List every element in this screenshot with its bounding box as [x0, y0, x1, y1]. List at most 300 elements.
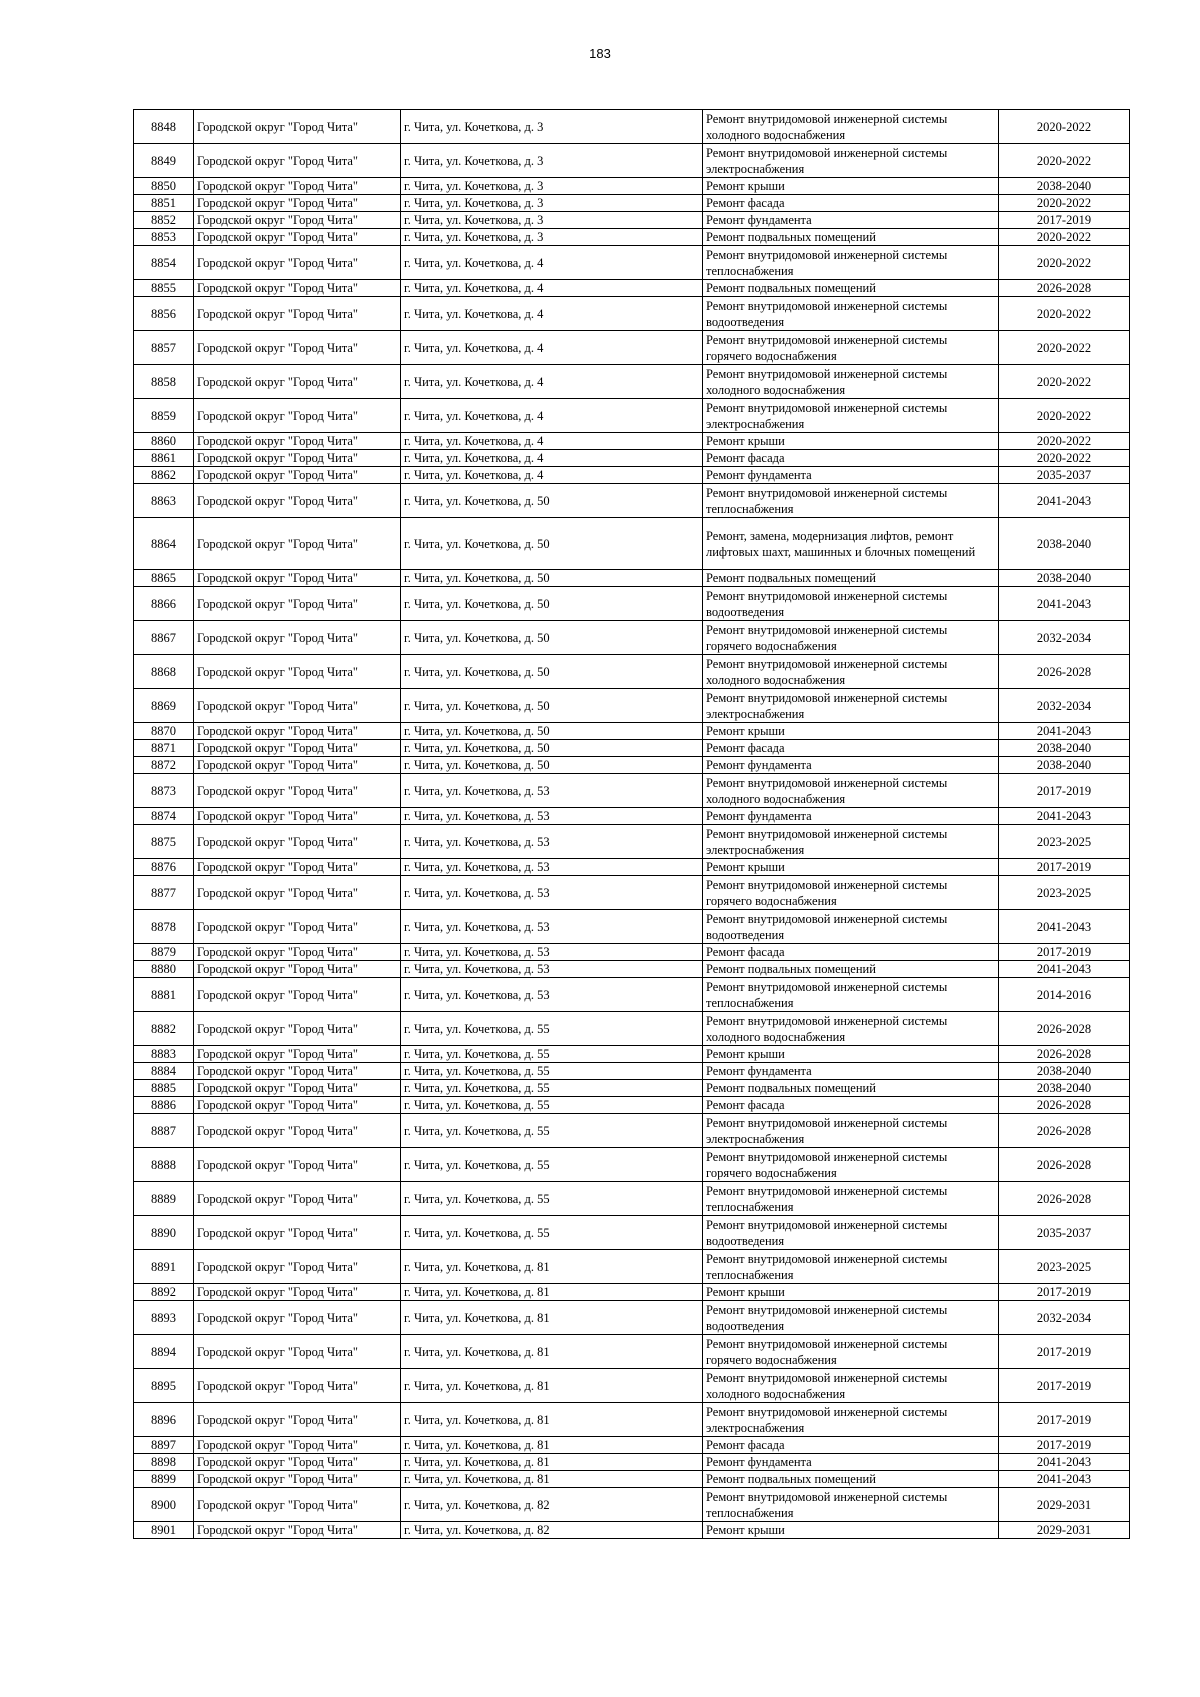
row-number-cell: 8899	[134, 1471, 194, 1488]
work-type-cell: Ремонт крыши	[703, 1046, 999, 1063]
work-type-cell: Ремонт фасада	[703, 195, 999, 212]
table-row	[134, 450, 1130, 467]
period-cell: 2020-2022	[999, 433, 1130, 450]
row-number-cell: 8886	[134, 1097, 194, 1114]
period-cell: 2038-2040	[999, 1063, 1130, 1080]
table-body	[134, 110, 1130, 1539]
address-cell: г. Чита, ул. Кочеткова, д. 82	[401, 1522, 703, 1539]
row-number-cell: 8868	[134, 655, 194, 689]
municipality-cell: Городской округ "Город Чита"	[194, 1063, 401, 1080]
table-row	[134, 1522, 1130, 1539]
row-number-cell: 8855	[134, 280, 194, 297]
work-type-cell: Ремонт фундамента	[703, 757, 999, 774]
table-row	[134, 212, 1130, 229]
municipality-cell: Городской округ "Город Чита"	[194, 246, 401, 280]
work-type-cell: Ремонт внутридомовой инженерной системы водоотведения	[703, 1216, 999, 1250]
work-type-cell: Ремонт фундамента	[703, 1063, 999, 1080]
row-number-cell: 8867	[134, 621, 194, 655]
address-cell: г. Чита, ул. Кочеткова, д. 50	[401, 518, 703, 570]
work-type-cell: Ремонт крыши	[703, 178, 999, 195]
address-cell: г. Чита, ул. Кочеткова, д. 81	[401, 1301, 703, 1335]
municipality-cell: Городской округ "Город Чита"	[194, 518, 401, 570]
table-row	[134, 808, 1130, 825]
table-row	[134, 961, 1130, 978]
row-number-cell: 8871	[134, 740, 194, 757]
table-row	[134, 723, 1130, 740]
row-number-cell: 8848	[134, 110, 194, 144]
row-number-cell: 8878	[134, 910, 194, 944]
address-cell: г. Чита, ул. Кочеткова, д. 50	[401, 689, 703, 723]
period-cell: 2017-2019	[999, 944, 1130, 961]
address-cell: г. Чита, ул. Кочеткова, д. 53	[401, 774, 703, 808]
row-number-cell: 8850	[134, 178, 194, 195]
municipality-cell: Городской округ "Город Чита"	[194, 655, 401, 689]
table-row	[134, 246, 1130, 280]
address-cell: г. Чита, ул. Кочеткова, д. 55	[401, 1063, 703, 1080]
address-cell: г. Чита, ул. Кочеткова, д. 81	[401, 1471, 703, 1488]
address-cell: г. Чита, ул. Кочеткова, д. 3	[401, 212, 703, 229]
municipality-cell: Городской округ "Город Чита"	[194, 1488, 401, 1522]
period-cell: 2041-2043	[999, 961, 1130, 978]
municipality-cell: Городской округ "Город Чита"	[194, 110, 401, 144]
work-type-cell: Ремонт фундамента	[703, 467, 999, 484]
address-cell: г. Чита, ул. Кочеткова, д. 4	[401, 399, 703, 433]
row-number-cell: 8892	[134, 1284, 194, 1301]
row-number-cell: 8865	[134, 570, 194, 587]
row-number-cell: 8875	[134, 825, 194, 859]
table-row	[134, 433, 1130, 450]
address-cell: г. Чита, ул. Кочеткова, д. 3	[401, 178, 703, 195]
address-cell: г. Чита, ул. Кочеткова, д. 3	[401, 195, 703, 212]
work-type-cell: Ремонт подвальных помещений	[703, 1471, 999, 1488]
row-number-cell: 8901	[134, 1522, 194, 1539]
municipality-cell: Городской округ "Город Чита"	[194, 1080, 401, 1097]
period-cell: 2029-2031	[999, 1522, 1130, 1539]
period-cell: 2035-2037	[999, 1216, 1130, 1250]
address-cell: г. Чита, ул. Кочеткова, д. 81	[401, 1250, 703, 1284]
table-row	[134, 1114, 1130, 1148]
work-type-cell: Ремонт внутридомовой инженерной системы горячего водоснабжения	[703, 621, 999, 655]
table-row	[134, 1471, 1130, 1488]
table-row	[134, 757, 1130, 774]
table-row	[134, 655, 1130, 689]
address-cell: г. Чита, ул. Кочеткова, д. 55	[401, 1216, 703, 1250]
address-cell: г. Чита, ул. Кочеткова, д. 82	[401, 1488, 703, 1522]
municipality-cell: Городской округ "Город Чита"	[194, 825, 401, 859]
period-cell: 2041-2043	[999, 1454, 1130, 1471]
row-number-cell: 8870	[134, 723, 194, 740]
address-cell: г. Чита, ул. Кочеткова, д. 55	[401, 1012, 703, 1046]
municipality-cell: Городской округ "Город Чита"	[194, 195, 401, 212]
period-cell: 2038-2040	[999, 178, 1130, 195]
municipality-cell: Городской округ "Город Чита"	[194, 1012, 401, 1046]
row-number-cell: 8890	[134, 1216, 194, 1250]
table-row	[134, 518, 1130, 570]
municipality-cell: Городской округ "Город Чита"	[194, 1216, 401, 1250]
table-row	[134, 1488, 1130, 1522]
address-cell: г. Чита, ул. Кочеткова, д. 4	[401, 365, 703, 399]
work-type-cell: Ремонт внутридомовой инженерной системы электроснабжения	[703, 689, 999, 723]
row-number-cell: 8897	[134, 1437, 194, 1454]
row-number-cell: 8877	[134, 876, 194, 910]
work-type-cell: Ремонт фундамента	[703, 808, 999, 825]
period-cell: 2041-2043	[999, 723, 1130, 740]
row-number-cell: 8879	[134, 944, 194, 961]
table-row	[134, 178, 1130, 195]
work-type-cell: Ремонт внутридомовой инженерной системы электроснабжения	[703, 144, 999, 178]
table-row	[134, 110, 1130, 144]
period-cell: 2026-2028	[999, 280, 1130, 297]
municipality-cell: Городской округ "Город Чита"	[194, 1437, 401, 1454]
work-type-cell: Ремонт внутридомовой инженерной системы электроснабжения	[703, 1403, 999, 1437]
table-row	[134, 1046, 1130, 1063]
address-cell: г. Чита, ул. Кочеткова, д. 53	[401, 825, 703, 859]
municipality-cell: Городской округ "Город Чита"	[194, 467, 401, 484]
row-number-cell: 8866	[134, 587, 194, 621]
period-cell: 2017-2019	[999, 212, 1130, 229]
period-cell: 2026-2028	[999, 1182, 1130, 1216]
address-cell: г. Чита, ул. Кочеткова, д. 4	[401, 433, 703, 450]
municipality-cell: Городской округ "Город Чита"	[194, 740, 401, 757]
row-number-cell: 8883	[134, 1046, 194, 1063]
period-cell: 2026-2028	[999, 655, 1130, 689]
row-number-cell: 8876	[134, 859, 194, 876]
row-number-cell: 8900	[134, 1488, 194, 1522]
period-cell: 2038-2040	[999, 518, 1130, 570]
period-cell: 2017-2019	[999, 1284, 1130, 1301]
address-cell: г. Чита, ул. Кочеткова, д. 55	[401, 1097, 703, 1114]
period-cell: 2041-2043	[999, 587, 1130, 621]
municipality-cell: Городской округ "Город Чита"	[194, 587, 401, 621]
period-cell: 2017-2019	[999, 1335, 1130, 1369]
work-type-cell: Ремонт крыши	[703, 723, 999, 740]
work-type-cell: Ремонт внутридомовой инженерной системы теплоснабжения	[703, 246, 999, 280]
table-row	[134, 587, 1130, 621]
work-type-cell: Ремонт фундамента	[703, 1454, 999, 1471]
work-type-cell: Ремонт внутридомовой инженерной системы холодного водоснабжения	[703, 774, 999, 808]
table-row	[134, 570, 1130, 587]
period-cell: 2038-2040	[999, 1080, 1130, 1097]
address-cell: г. Чита, ул. Кочеткова, д. 53	[401, 944, 703, 961]
municipality-cell: Городской округ "Город Чита"	[194, 1046, 401, 1063]
municipality-cell: Городской округ "Город Чита"	[194, 859, 401, 876]
municipality-cell: Городской округ "Город Чита"	[194, 808, 401, 825]
address-cell: г. Чита, ул. Кочеткова, д. 4	[401, 331, 703, 365]
municipality-cell: Городской округ "Город Чита"	[194, 331, 401, 365]
table-row	[134, 1454, 1130, 1471]
address-cell: г. Чита, ул. Кочеткова, д. 81	[401, 1335, 703, 1369]
row-number-cell: 8856	[134, 297, 194, 331]
address-cell: г. Чита, ул. Кочеткова, д. 50	[401, 621, 703, 655]
municipality-cell: Городской округ "Город Чита"	[194, 757, 401, 774]
table-row	[134, 1063, 1130, 1080]
table-row	[134, 144, 1130, 178]
work-type-cell: Ремонт подвальных помещений	[703, 280, 999, 297]
address-cell: г. Чита, ул. Кочеткова, д. 4	[401, 297, 703, 331]
period-cell: 2032-2034	[999, 621, 1130, 655]
address-cell: г. Чита, ул. Кочеткова, д. 4	[401, 467, 703, 484]
period-cell: 2020-2022	[999, 331, 1130, 365]
municipality-cell: Городской округ "Город Чита"	[194, 1250, 401, 1284]
table-row	[134, 978, 1130, 1012]
period-cell: 2041-2043	[999, 910, 1130, 944]
table-row	[134, 484, 1130, 518]
row-number-cell: 8896	[134, 1403, 194, 1437]
period-cell: 2020-2022	[999, 110, 1130, 144]
work-type-cell: Ремонт подвальных помещений	[703, 570, 999, 587]
table-row	[134, 399, 1130, 433]
period-cell: 2026-2028	[999, 1148, 1130, 1182]
period-cell: 2020-2022	[999, 144, 1130, 178]
row-number-cell: 8869	[134, 689, 194, 723]
work-type-cell: Ремонт внутридомовой инженерной системы водоотведения	[703, 1301, 999, 1335]
period-cell: 2038-2040	[999, 757, 1130, 774]
address-cell: г. Чита, ул. Кочеткова, д. 50	[401, 655, 703, 689]
table-row	[134, 1284, 1130, 1301]
address-cell: г. Чита, ул. Кочеткова, д. 3	[401, 144, 703, 178]
period-cell: 2026-2028	[999, 1012, 1130, 1046]
address-cell: г. Чита, ул. Кочеткова, д. 50	[401, 740, 703, 757]
municipality-cell: Городской округ "Город Чита"	[194, 212, 401, 229]
table-row	[134, 1335, 1130, 1369]
period-cell: 2041-2043	[999, 1471, 1130, 1488]
row-number-cell: 8889	[134, 1182, 194, 1216]
table-row	[134, 467, 1130, 484]
row-number-cell: 8863	[134, 484, 194, 518]
period-cell: 2035-2037	[999, 467, 1130, 484]
address-cell: г. Чита, ул. Кочеткова, д. 50	[401, 757, 703, 774]
table-row	[134, 195, 1130, 212]
row-number-cell: 8873	[134, 774, 194, 808]
period-cell: 2026-2028	[999, 1046, 1130, 1063]
row-number-cell: 8860	[134, 433, 194, 450]
period-cell: 2017-2019	[999, 1369, 1130, 1403]
row-number-cell: 8898	[134, 1454, 194, 1471]
work-type-cell: Ремонт подвальных помещений	[703, 1080, 999, 1097]
municipality-cell: Городской округ "Город Чита"	[194, 1522, 401, 1539]
municipality-cell: Городской округ "Город Чита"	[194, 144, 401, 178]
work-type-cell: Ремонт внутридомовой инженерной системы горячего водоснабжения	[703, 1335, 999, 1369]
row-number-cell: 8872	[134, 757, 194, 774]
period-cell: 2020-2022	[999, 365, 1130, 399]
address-cell: г. Чита, ул. Кочеткова, д. 53	[401, 961, 703, 978]
work-type-cell: Ремонт крыши	[703, 1522, 999, 1539]
table-row	[134, 825, 1130, 859]
address-cell: г. Чита, ул. Кочеткова, д. 81	[401, 1369, 703, 1403]
address-cell: г. Чита, ул. Кочеткова, д. 81	[401, 1403, 703, 1437]
row-number-cell: 8887	[134, 1114, 194, 1148]
table-row	[134, 1369, 1130, 1403]
period-cell: 2020-2022	[999, 229, 1130, 246]
table-row	[134, 1250, 1130, 1284]
period-cell: 2032-2034	[999, 689, 1130, 723]
work-type-cell: Ремонт крыши	[703, 1284, 999, 1301]
period-cell: 2038-2040	[999, 570, 1130, 587]
address-cell: г. Чита, ул. Кочеткова, д. 81	[401, 1437, 703, 1454]
period-cell: 2023-2025	[999, 1250, 1130, 1284]
municipality-cell: Городской округ "Город Чита"	[194, 1335, 401, 1369]
period-cell: 2017-2019	[999, 859, 1130, 876]
work-type-cell: Ремонт внутридомовой инженерной системы электроснабжения	[703, 825, 999, 859]
period-cell: 2026-2028	[999, 1114, 1130, 1148]
address-cell: г. Чита, ул. Кочеткова, д. 50	[401, 723, 703, 740]
work-type-cell: Ремонт внутридомовой инженерной системы холодного водоснабжения	[703, 655, 999, 689]
table-row	[134, 1437, 1130, 1454]
row-number-cell: 8880	[134, 961, 194, 978]
work-type-cell: Ремонт внутридомовой инженерной системы водоотведения	[703, 587, 999, 621]
work-type-cell: Ремонт внутридомовой инженерной системы горячего водоснабжения	[703, 1148, 999, 1182]
municipality-cell: Городской округ "Город Чита"	[194, 978, 401, 1012]
municipality-cell: Городской округ "Город Чита"	[194, 1301, 401, 1335]
address-cell: г. Чита, ул. Кочеткова, д. 55	[401, 1080, 703, 1097]
municipality-cell: Городской округ "Город Чита"	[194, 450, 401, 467]
table-row	[134, 365, 1130, 399]
municipality-cell: Городской округ "Город Чита"	[194, 723, 401, 740]
work-type-cell: Ремонт внутридомовой инженерной системы горячего водоснабжения	[703, 876, 999, 910]
table-row	[134, 621, 1130, 655]
table-row	[134, 1097, 1130, 1114]
row-number-cell: 8853	[134, 229, 194, 246]
work-type-cell: Ремонт подвальных помещений	[703, 229, 999, 246]
table-row	[134, 229, 1130, 246]
work-type-cell: Ремонт фундамента	[703, 212, 999, 229]
municipality-cell: Городской округ "Город Чита"	[194, 1369, 401, 1403]
table-row	[134, 331, 1130, 365]
period-cell: 2038-2040	[999, 740, 1130, 757]
municipality-cell: Городской округ "Город Чита"	[194, 570, 401, 587]
work-type-cell: Ремонт внутридомовой инженерной системы холодного водоснабжения	[703, 365, 999, 399]
table-row	[134, 1182, 1130, 1216]
address-cell: г. Чита, ул. Кочеткова, д. 3	[401, 229, 703, 246]
municipality-cell: Городской округ "Город Чита"	[194, 1182, 401, 1216]
work-type-cell: Ремонт внутридомовой инженерной системы горячего водоснабжения	[703, 331, 999, 365]
work-type-cell: Ремонт, замена, модернизация лифтов, ремонт лифтовых шахт, машинных и блочных помещений	[703, 518, 999, 570]
table-row	[134, 774, 1130, 808]
row-number-cell: 8862	[134, 467, 194, 484]
work-type-cell: Ремонт внутридомовой инженерной системы теплоснабжения	[703, 1250, 999, 1284]
work-type-cell: Ремонт фасада	[703, 944, 999, 961]
row-number-cell: 8858	[134, 365, 194, 399]
period-cell: 2020-2022	[999, 297, 1130, 331]
row-number-cell: 8893	[134, 1301, 194, 1335]
work-type-cell: Ремонт внутридомовой инженерной системы холодного водоснабжения	[703, 1012, 999, 1046]
municipality-cell: Городской округ "Город Чита"	[194, 1114, 401, 1148]
row-number-cell: 8894	[134, 1335, 194, 1369]
address-cell: г. Чита, ул. Кочеткова, д. 53	[401, 859, 703, 876]
period-cell: 2041-2043	[999, 484, 1130, 518]
address-cell: г. Чита, ул. Кочеткова, д. 81	[401, 1454, 703, 1471]
period-cell: 2020-2022	[999, 450, 1130, 467]
municipality-cell: Городской округ "Город Чита"	[194, 433, 401, 450]
work-type-cell: Ремонт внутридомовой инженерной системы холодного водоснабжения	[703, 1369, 999, 1403]
work-type-cell: Ремонт внутридомовой инженерной системы электроснабжения	[703, 1114, 999, 1148]
table-row	[134, 1216, 1130, 1250]
municipality-cell: Городской округ "Город Чита"	[194, 1097, 401, 1114]
municipality-cell: Городской округ "Город Чита"	[194, 774, 401, 808]
work-type-cell: Ремонт фасада	[703, 1437, 999, 1454]
work-type-cell: Ремонт фасада	[703, 1097, 999, 1114]
address-cell: г. Чита, ул. Кочеткова, д. 55	[401, 1114, 703, 1148]
work-type-cell: Ремонт крыши	[703, 859, 999, 876]
table-row	[134, 1403, 1130, 1437]
period-cell: 2017-2019	[999, 1403, 1130, 1437]
address-cell: г. Чита, ул. Кочеткова, д. 4	[401, 450, 703, 467]
table-row	[134, 1301, 1130, 1335]
page-number: 183	[589, 46, 611, 61]
municipality-cell: Городской округ "Город Чита"	[194, 399, 401, 433]
table-row	[134, 740, 1130, 757]
period-cell: 2017-2019	[999, 1437, 1130, 1454]
work-type-cell: Ремонт фасада	[703, 450, 999, 467]
table-row	[134, 876, 1130, 910]
municipality-cell: Городской округ "Город Чита"	[194, 876, 401, 910]
work-type-cell: Ремонт внутридомовой инженерной системы холодного водоснабжения	[703, 110, 999, 144]
municipality-cell: Городской округ "Город Чита"	[194, 1284, 401, 1301]
work-type-cell: Ремонт крыши	[703, 433, 999, 450]
address-cell: г. Чита, ул. Кочеткова, д. 53	[401, 910, 703, 944]
address-cell: г. Чита, ул. Кочеткова, д. 53	[401, 978, 703, 1012]
address-cell: г. Чита, ул. Кочеткова, д. 50	[401, 570, 703, 587]
period-cell: 2029-2031	[999, 1488, 1130, 1522]
address-cell: г. Чита, ул. Кочеткова, д. 53	[401, 808, 703, 825]
address-cell: г. Чита, ул. Кочеткова, д. 81	[401, 1284, 703, 1301]
row-number-cell: 8849	[134, 144, 194, 178]
row-number-cell: 8874	[134, 808, 194, 825]
table-row	[134, 1148, 1130, 1182]
table-row	[134, 280, 1130, 297]
row-number-cell: 8888	[134, 1148, 194, 1182]
row-number-cell: 8854	[134, 246, 194, 280]
municipality-cell: Городской округ "Город Чита"	[194, 484, 401, 518]
municipality-cell: Городской округ "Город Чита"	[194, 1454, 401, 1471]
repair-schedule-table	[133, 109, 1130, 1539]
period-cell: 2032-2034	[999, 1301, 1130, 1335]
municipality-cell: Городской округ "Город Чита"	[194, 1148, 401, 1182]
table-row	[134, 910, 1130, 944]
municipality-cell: Городской округ "Город Чита"	[194, 689, 401, 723]
row-number-cell: 8864	[134, 518, 194, 570]
address-cell: г. Чита, ул. Кочеткова, д. 4	[401, 280, 703, 297]
address-cell: г. Чита, ул. Кочеткова, д. 3	[401, 110, 703, 144]
period-cell: 2017-2019	[999, 774, 1130, 808]
row-number-cell: 8884	[134, 1063, 194, 1080]
work-type-cell: Ремонт внутридомовой инженерной системы электроснабжения	[703, 399, 999, 433]
municipality-cell: Городской округ "Город Чита"	[194, 229, 401, 246]
municipality-cell: Городской округ "Город Чита"	[194, 1403, 401, 1437]
period-cell: 2026-2028	[999, 1097, 1130, 1114]
address-cell: г. Чита, ул. Кочеткова, д. 4	[401, 246, 703, 280]
work-type-cell: Ремонт внутридомовой инженерной системы водоотведения	[703, 910, 999, 944]
address-cell: г. Чита, ул. Кочеткова, д. 50	[401, 484, 703, 518]
municipality-cell: Городской округ "Город Чита"	[194, 297, 401, 331]
row-number-cell: 8861	[134, 450, 194, 467]
municipality-cell: Городской округ "Город Чита"	[194, 280, 401, 297]
row-number-cell: 8885	[134, 1080, 194, 1097]
work-type-cell: Ремонт подвальных помещений	[703, 961, 999, 978]
row-number-cell: 8851	[134, 195, 194, 212]
municipality-cell: Городской округ "Город Чита"	[194, 365, 401, 399]
period-cell: 2014-2016	[999, 978, 1130, 1012]
table-row	[134, 1012, 1130, 1046]
period-cell: 2023-2025	[999, 825, 1130, 859]
period-cell: 2020-2022	[999, 195, 1130, 212]
address-cell: г. Чита, ул. Кочеткова, д. 55	[401, 1182, 703, 1216]
row-number-cell: 8857	[134, 331, 194, 365]
municipality-cell: Городской округ "Город Чита"	[194, 1471, 401, 1488]
municipality-cell: Городской округ "Город Чита"	[194, 961, 401, 978]
address-cell: г. Чита, ул. Кочеткова, д. 53	[401, 876, 703, 910]
period-cell: 2020-2022	[999, 399, 1130, 433]
